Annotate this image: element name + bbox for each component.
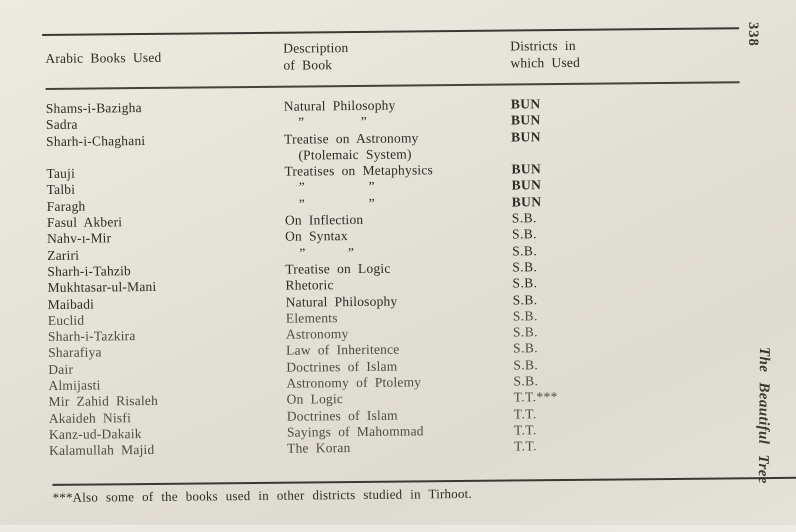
book-description: Natural Philosophy: [283, 97, 396, 114]
column-header-arabic-books: [45, 40, 283, 76]
book-description: Doctrines of Islam: [286, 407, 398, 424]
district-used: BUN: [511, 161, 542, 177]
table-header-rule: [46, 81, 740, 90]
column-header-description-line1: Description: [283, 40, 349, 56]
book-description: Elements: [285, 310, 338, 326]
book-title: Fasul Akberi: [46, 214, 123, 231]
book-description: Law of Inheritence: [286, 342, 400, 359]
book-title: Euclid: [47, 312, 85, 328]
column-header-districts: [510, 35, 742, 71]
district-used: S.B.: [512, 259, 538, 275]
district-used: S.B.: [513, 373, 539, 389]
book-description: On Inflection: [284, 212, 364, 228]
book-title: Kanz-ud-Dakaik: [48, 425, 142, 442]
district-used: BUN: [510, 112, 541, 128]
book-title: Mukhtasar-ul-Mani: [47, 279, 157, 296]
book-description: Astronomy of Ptolemy: [286, 374, 422, 391]
book-description: On Syntax: [284, 228, 348, 245]
book-description: On Logic: [286, 391, 344, 408]
district-used: S.B.: [512, 242, 538, 259]
book-description: Treatise on Logic: [285, 260, 391, 277]
page-number: 338: [745, 22, 761, 47]
running-title: The Beautiful Tree: [754, 346, 773, 484]
district-used: T.T.***: [513, 389, 558, 405]
district-used: BUN: [511, 193, 542, 210]
book-title: Sharafiya: [48, 344, 102, 361]
book-title: Shams-i-Bazigha: [45, 100, 142, 116]
column-header-description: [283, 38, 510, 74]
book-title: Sharh-i-Chaghani: [46, 132, 146, 149]
book-description: ” ”: [285, 244, 355, 261]
district-used: S.B.: [511, 226, 537, 242]
book-title: Sharh-i-Tazkira: [47, 328, 136, 345]
column-header-arabic-books-label: Arabic Books Used: [45, 49, 162, 66]
book-title: Sadra: [45, 116, 78, 133]
district-used: S.B.: [512, 324, 538, 340]
book-description: Doctrines of Islam: [286, 358, 398, 375]
table-body: [46, 94, 746, 459]
book-title: Kalamullah Majid: [49, 442, 155, 459]
running-title-area: [754, 347, 773, 484]
column-header-description-line2: of Book: [283, 57, 333, 73]
column-header-districts-line1: Districts in: [510, 37, 576, 54]
district-used: BUN: [511, 177, 542, 193]
book-description: ” ”: [283, 114, 368, 130]
book-title: Nahv-ı-Mir: [46, 230, 112, 247]
book-title: Maibadi: [47, 296, 95, 312]
table-header: [45, 35, 742, 76]
book-title: Zariri: [47, 247, 80, 263]
book-description: Treatises on Metaphysics: [284, 162, 434, 179]
book-description: ” ”: [284, 195, 376, 212]
book-title: Sharh-i-Tahzib: [47, 263, 132, 279]
book-description: The Koran: [287, 440, 351, 456]
district-used: S.B.: [513, 357, 539, 373]
district-used: T.T.: [513, 405, 537, 422]
district-used: S.B.: [512, 308, 538, 324]
table-block: [42, 17, 751, 524]
district-used: S.B.: [512, 291, 538, 308]
column-header-districts-line2: which Used: [510, 54, 581, 71]
book-description: Rhetoric: [285, 277, 334, 293]
district-used: S.B.: [512, 275, 538, 291]
book-description: ” ”: [284, 179, 375, 196]
book-title: Akaideh Nisfi: [48, 409, 132, 426]
district-used: BUN: [511, 128, 541, 145]
district-used: S.B.: [511, 210, 537, 226]
book-description: Natural Philosophy: [285, 293, 398, 310]
page-number-area: [744, 22, 762, 47]
book-title: Tauji: [46, 165, 76, 182]
table-top-rule: [42, 27, 739, 36]
book-title: Mir Zahid Risaleh: [48, 393, 159, 410]
book-description: Treatise on Astronomy (Ptolemaic System): [284, 129, 419, 163]
book-description: Astronomy: [285, 326, 349, 342]
book-title: Faragh: [46, 198, 86, 214]
district-used: BUN: [510, 96, 541, 112]
book-title: Dair: [48, 361, 74, 377]
district-used: T.T.: [513, 422, 537, 438]
book-title: Talbi: [46, 182, 76, 198]
district-used: T.T.: [514, 438, 537, 454]
book-title: Almijasti: [48, 377, 101, 394]
footnote: ***Also some of the books used in other districts studied in Tirhoot.: [52, 485, 472, 505]
book-description: Sayings of Mahommad: [286, 423, 424, 440]
district-used: S.B.: [513, 340, 539, 356]
